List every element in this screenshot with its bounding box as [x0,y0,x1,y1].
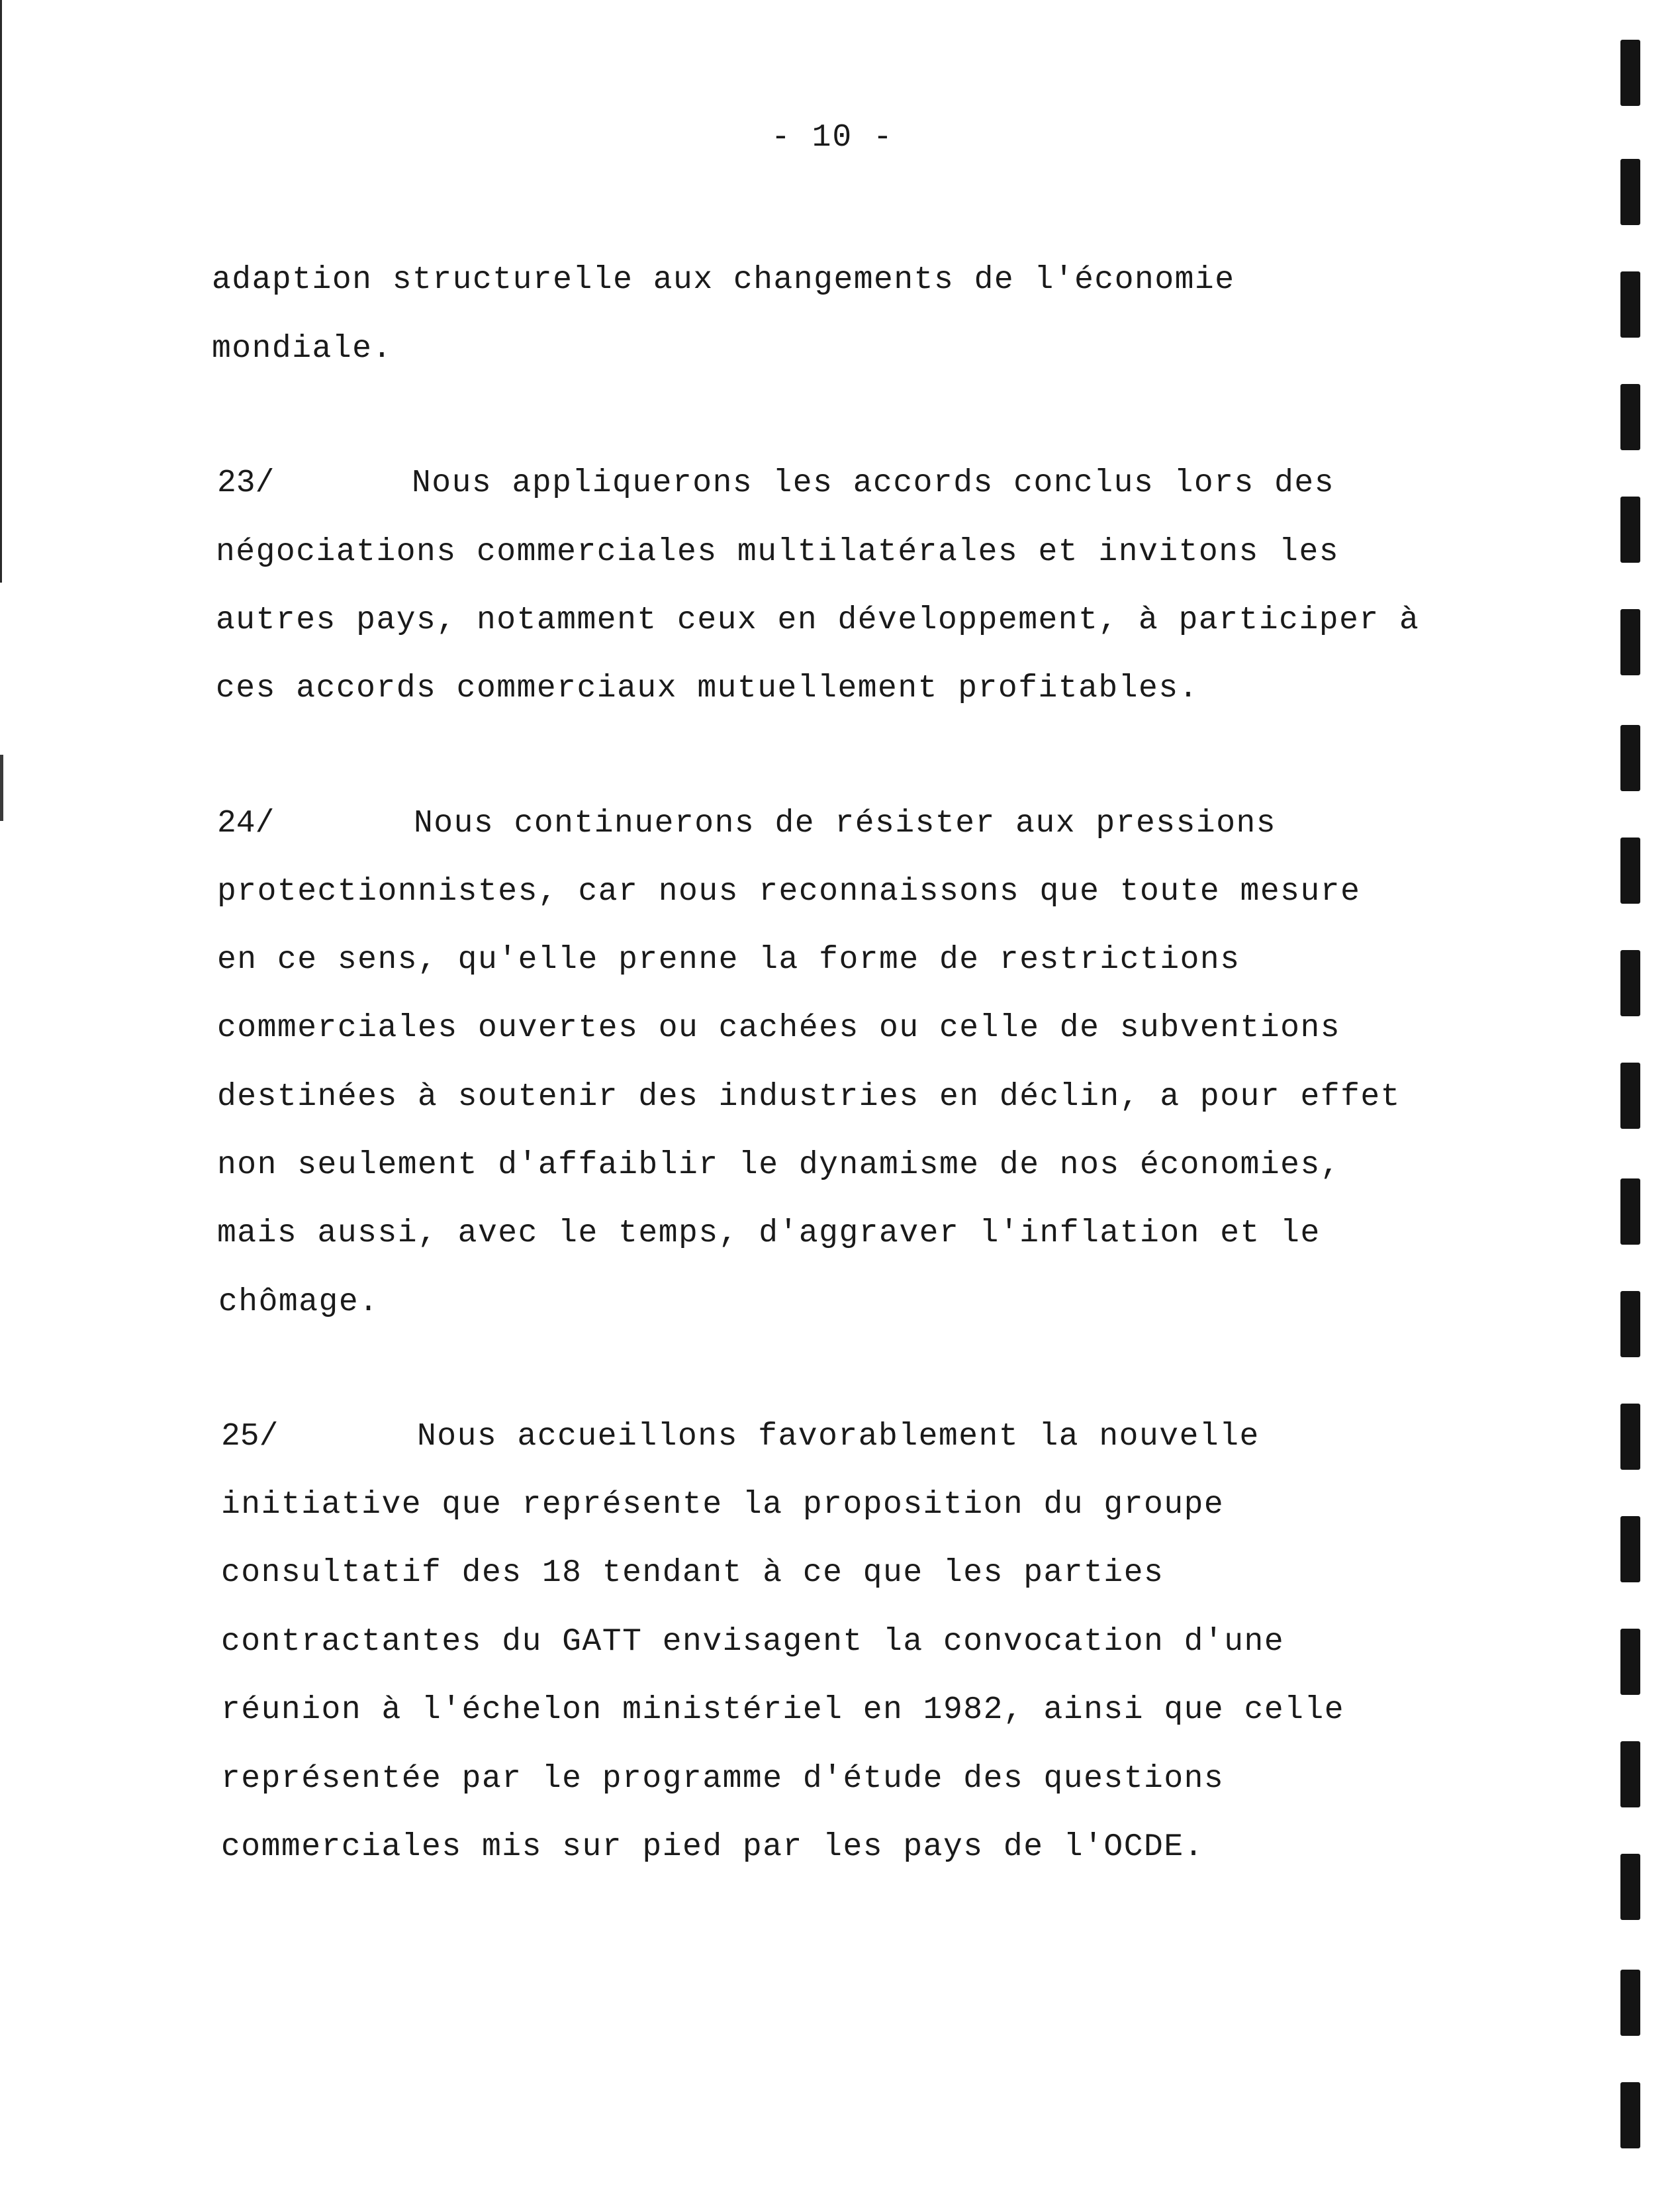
binding-mark [1620,1741,1640,1807]
body-line: non seulement d'affaiblir le dynamisme de nos économies, [217,1147,1341,1183]
binding-mark [1620,1970,1640,2036]
left-margin-tick [0,755,3,821]
body-line: Nous appliquerons les accords conclus lors des [412,465,1335,501]
page-number: - 10 - [771,120,894,156]
binding-mark [1620,271,1640,338]
binding-mark [1620,40,1640,106]
binding-mark [1620,950,1640,1016]
binding-mark [1620,1516,1640,1582]
binding-mark [1620,1178,1640,1245]
binding-mark [1620,1854,1640,1920]
body-line: négociations commerciales multilatérales et invitons les [216,534,1340,570]
binding-mark [1620,609,1640,675]
binding-mark [1620,1291,1640,1357]
body-line: chômage. [218,1284,379,1320]
paragraph-number: 24/ [217,806,275,841]
binding-mark [1620,159,1640,225]
body-line: Nous accueillons favorablement la nouvelle [417,1419,1260,1455]
binding-mark [1620,838,1640,904]
body-line: adaption structurelle aux changements de l'économie [212,262,1235,298]
left-margin-rule [0,0,2,583]
body-line: représentée par le programme d'étude des questions [221,1761,1225,1797]
body-line: mais aussi, avec le temps, d'aggraver l'inflation et le [217,1216,1321,1251]
body-line: mondiale. [212,331,393,367]
body-line: autres pays, notamment ceux en développement, à participer à [216,602,1420,638]
body-line: protectionnistes, car nous reconnaissons que toute mesure [217,874,1361,910]
binding-mark [1620,2082,1640,2148]
binding-mark [1620,384,1640,450]
body-line: commerciales mis sur pied par les pays de l'OCDE. [221,1829,1204,1865]
binding-mark [1620,1404,1640,1470]
binding-mark [1620,725,1640,791]
body-line: contractantes du GATT envisagent la convocation d'une [221,1624,1285,1660]
paragraph-number: 25/ [221,1419,279,1455]
body-line: ces accords commerciaux mutuellement profitables. [216,671,1199,706]
binding-mark [1620,1629,1640,1695]
body-line: réunion à l'échelon ministériel en 1982, ainsi que celle [221,1692,1345,1728]
paragraph-number: 23/ [217,465,275,501]
body-line: commerciales ouvertes ou cachées ou celle de subventions [217,1010,1341,1046]
body-line: Nous continuerons de résister aux pressions [414,806,1277,841]
body-line: consultatif des 18 tendant à ce que les parties [221,1555,1164,1591]
binding-mark [1620,497,1640,563]
body-line: initiative que représente la proposition du groupe [221,1487,1225,1523]
body-line: destinées à soutenir des industries en déclin, a pour effet [217,1079,1401,1115]
binding-mark [1620,1063,1640,1129]
body-line: en ce sens, qu'elle prenne la forme de restrictions [217,942,1240,978]
